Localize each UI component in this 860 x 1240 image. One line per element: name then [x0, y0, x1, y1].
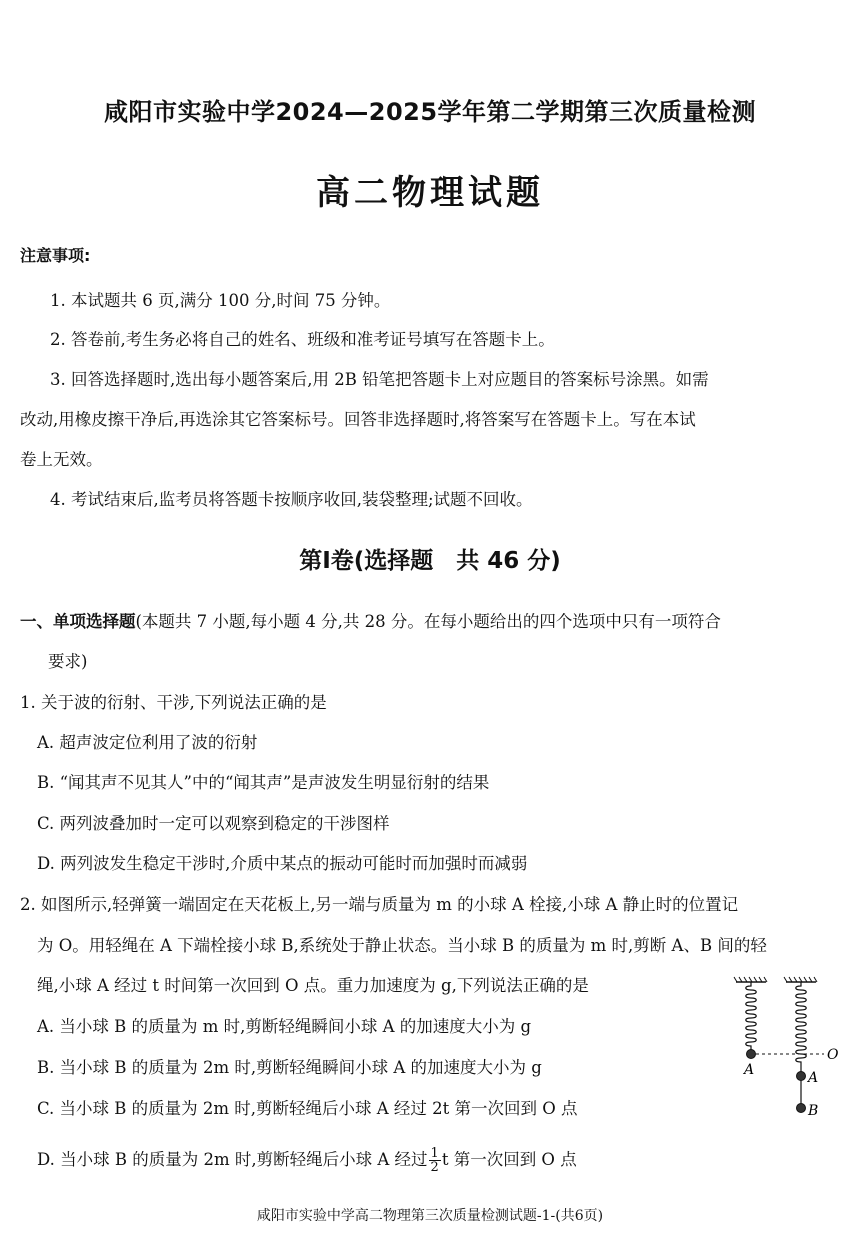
- q1-stem: 1. 关于波的衍射、干涉,下列说法正确的是: [20, 693, 327, 712]
- q1-option-b: B. “闻其声不见其人”中的“闻其声”是声波发生明显衍射的结果: [37, 773, 490, 792]
- ceiling-left: [734, 977, 767, 982]
- q2-option-d-pre: D. 当小球 B 的质量为 2m 时,剪断轻绳后小球 A 经过: [37, 1150, 428, 1169]
- part-label: 一、单项选择题: [20, 612, 136, 631]
- notice-item-3-line-1: 3. 回答选择题时,选出每小题答案后,用 2B 铅笔把答题卡上对应题目的答案标号涂黑。如需: [50, 370, 709, 389]
- notice-item-3-line-2: 改动,用橡皮擦干净后,再选涂其它答案标号。回答非选择题时,将答案写在答题卡上。写在本试: [20, 410, 696, 429]
- q2-option-d-post: t 第一次回到 O 点: [441, 1150, 577, 1169]
- half-fraction: [429, 1147, 441, 1174]
- ceiling-right: [784, 977, 817, 982]
- q1-option-d: D. 两列波发生稳定干涉时,介质中某点的振动可能时而加强时而减弱: [37, 854, 528, 873]
- spring-figure: [728, 974, 848, 1124]
- section-heading: 第Ⅰ卷(选择题 共 46 分): [299, 548, 561, 574]
- notice-item-3-line-3: 卷上无效。: [20, 450, 103, 469]
- notice-item-1: 1. 本试题共 6 页,满分 100 分,时间 75 分钟。: [50, 291, 391, 310]
- page-footer: 咸阳市实验中学高二物理第三次质量检测试题-1-(共6页): [256, 1208, 604, 1224]
- fraction-numerator: 1: [430, 1146, 439, 1161]
- q2-stem-line-2: 为 O。用轻绳在 A 下端栓接小球 B,系统处于静止状态。当小球 B 的质量为 m 时,剪断 A、B 间的轻: [37, 936, 767, 955]
- part-heading: [20, 608, 721, 632]
- spring-right: [796, 982, 807, 1072]
- label-o: O: [827, 1047, 839, 1063]
- part-description-cont: 要求): [48, 652, 88, 671]
- exam-title: 咸阳市实验中学2024—2025学年第二学期第三次质量检测: [103, 98, 757, 126]
- q2-option-b: B. 当小球 B 的质量为 2m 时,剪断轻绳瞬间小球 A 的加速度大小为 g: [37, 1058, 542, 1077]
- label-a-right: A: [808, 1070, 819, 1086]
- q1-option-a: A. 超声波定位利用了波的衍射: [37, 733, 258, 752]
- label-a-left: A: [744, 1062, 755, 1078]
- ball-b: [797, 1104, 806, 1113]
- q2-option-c: C. 当小球 B 的质量为 2m 时,剪断轻绳后小球 A 经过 2t 第一次回到 O 点: [37, 1099, 578, 1118]
- q2-option-d: [37, 1146, 577, 1174]
- exam-subtitle: 高二物理试题: [316, 173, 544, 213]
- q2-stem-line-1: 2. 如图所示,轻弹簧一端固定在天花板上,另一端与质量为 m 的小球 A 栓接,小球 A 静止时的位置记: [20, 895, 739, 914]
- fraction-denominator: 2: [430, 1160, 439, 1175]
- ball-a-right: [797, 1072, 806, 1081]
- q2-stem-line-3: 绳,小球 A 经过 t 时间第一次回到 O 点。重力加速度为 g,下列说法正确的是: [37, 976, 589, 995]
- spring-left: [746, 982, 757, 1050]
- part-description: (本题共 7 小题,每小题 4 分,共 28 分。在每小题给出的四个选项中只有一项符合: [135, 612, 721, 631]
- q2-option-a: A. 当小球 B 的质量为 m 时,剪断轻绳瞬间小球 A 的加速度大小为 g: [37, 1017, 532, 1036]
- notice-heading: 注意事项:: [20, 246, 91, 265]
- q1-option-c: C. 两列波叠加时一定可以观察到稳定的干涉图样: [37, 814, 390, 833]
- ball-a-left: [747, 1050, 756, 1059]
- notice-item-2: 2. 答卷前,考生务必将自己的姓名、班级和准考证号填写在答题卡上。: [50, 330, 555, 349]
- notice-item-4: 4. 考试结束后,监考员将答题卡按顺序收回,装袋整理;试题不回收。: [50, 490, 533, 509]
- label-b: B: [808, 1103, 819, 1119]
